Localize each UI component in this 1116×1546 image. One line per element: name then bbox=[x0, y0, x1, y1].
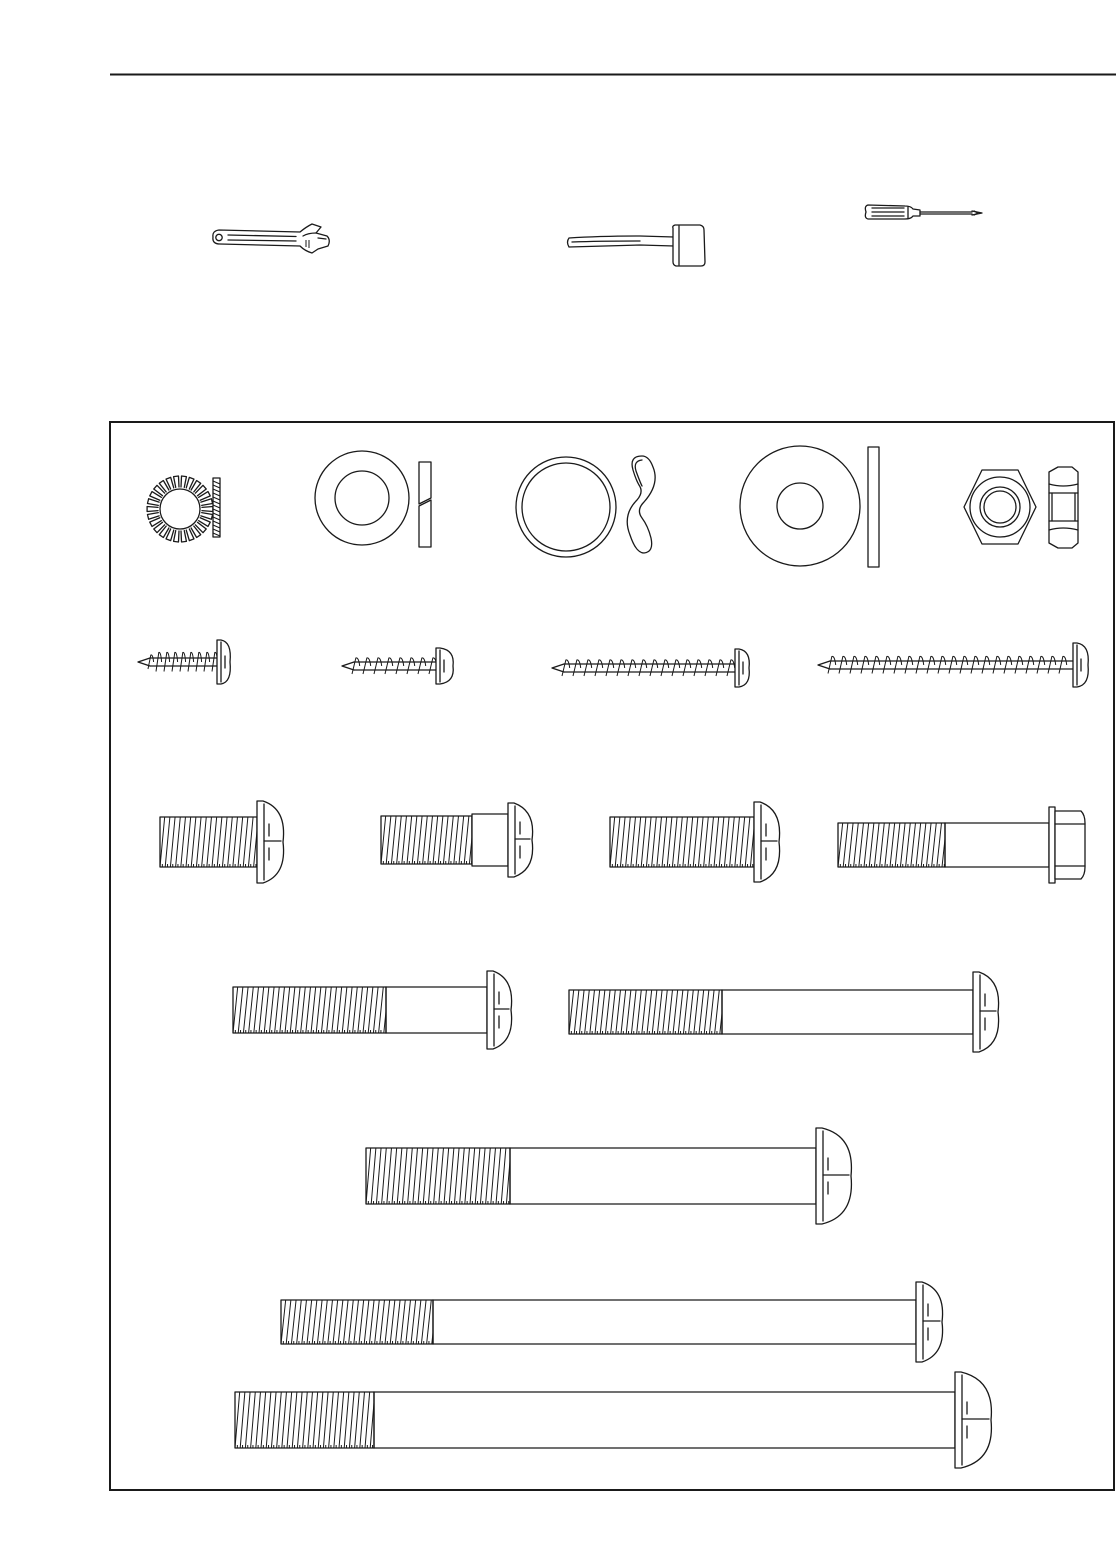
mallet-icon bbox=[568, 225, 706, 266]
star-washer-icon bbox=[147, 476, 220, 542]
nylon-locknut-icon bbox=[964, 467, 1078, 548]
screw-1 bbox=[138, 640, 230, 684]
bolt-8 bbox=[281, 1282, 943, 1362]
bolt-9 bbox=[235, 1372, 991, 1468]
split-washer-icon bbox=[315, 451, 431, 547]
bolt-2 bbox=[381, 803, 533, 877]
bolt-4 bbox=[838, 807, 1085, 883]
wrench-icon bbox=[213, 224, 329, 253]
bolt-6 bbox=[569, 972, 999, 1052]
bolt-5 bbox=[233, 971, 512, 1049]
bolt-1 bbox=[160, 801, 284, 883]
bolt-3 bbox=[610, 802, 780, 882]
screw-2 bbox=[342, 648, 453, 684]
flat-washer-icon bbox=[740, 446, 879, 567]
wave-washer-icon bbox=[516, 456, 655, 557]
screwdriver-icon bbox=[865, 205, 982, 219]
bolt-7 bbox=[366, 1128, 851, 1224]
screw-4 bbox=[818, 643, 1088, 687]
screw-3 bbox=[552, 649, 749, 687]
